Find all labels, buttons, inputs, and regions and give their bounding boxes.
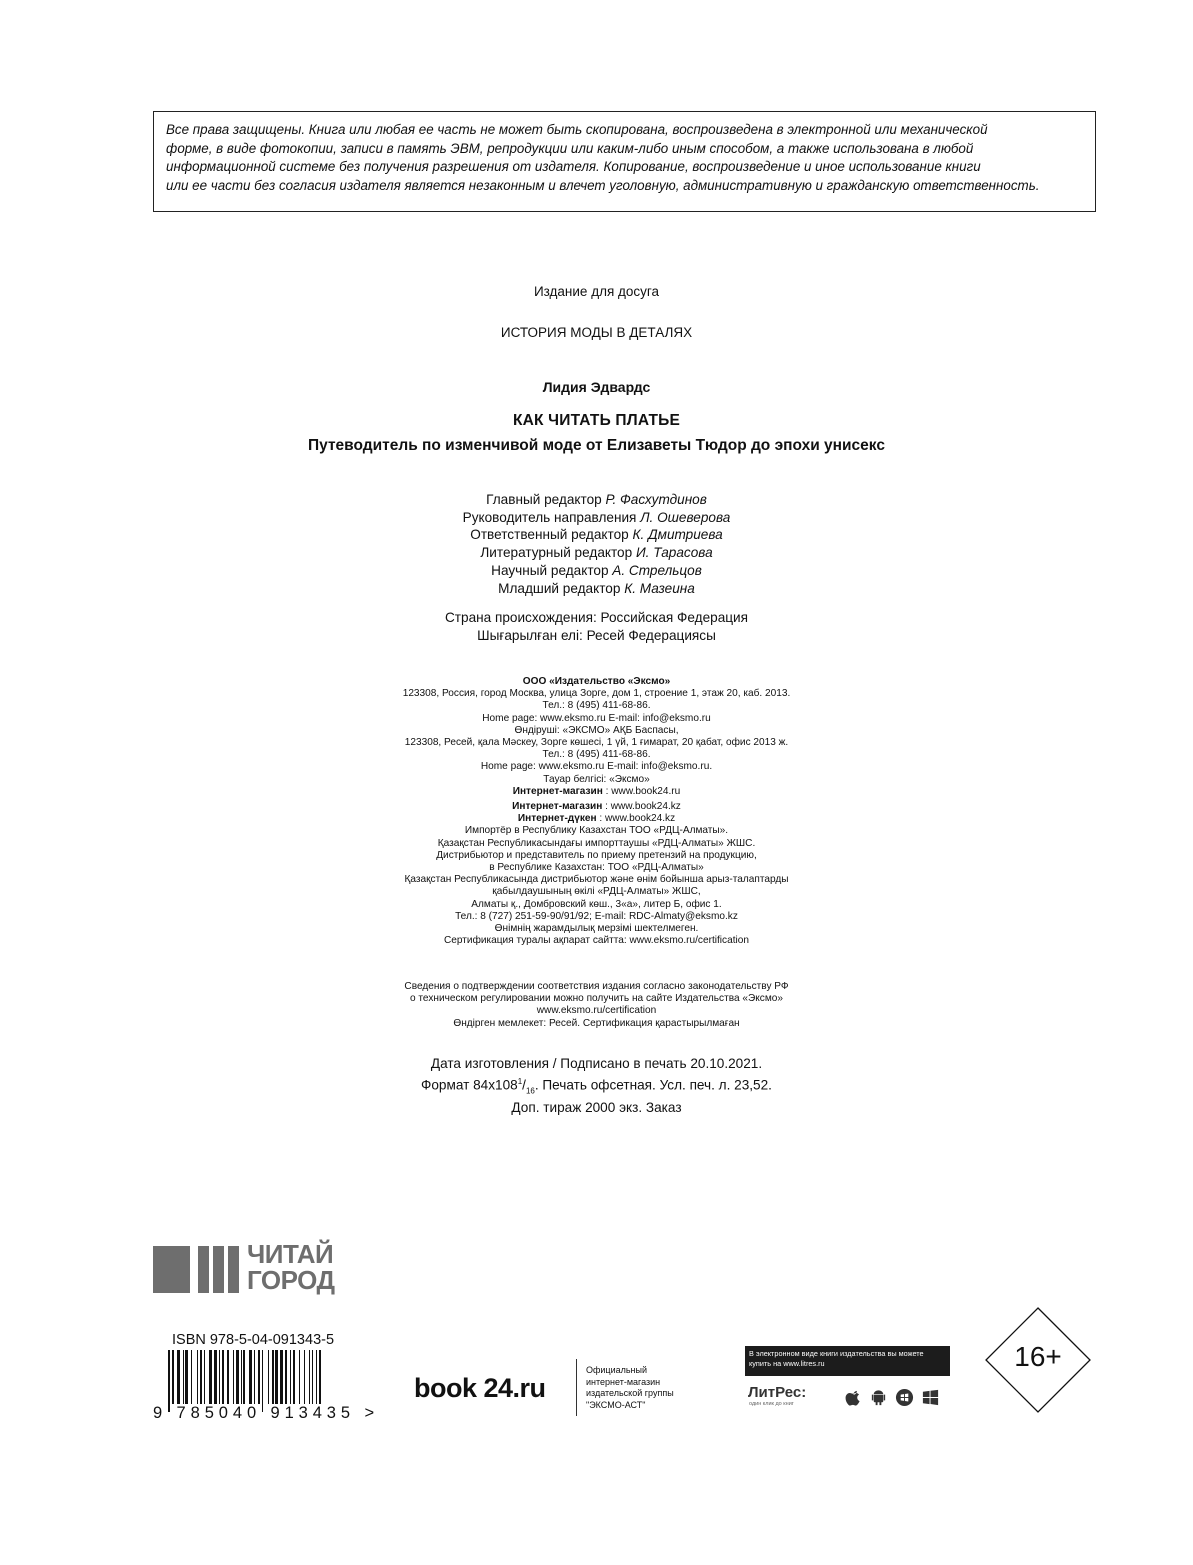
print-date: Дата изготовления / Подписано в печать 20.10.2021. — [430, 1056, 763, 1071]
windows-icon — [921, 1388, 940, 1407]
text-line: Импортёр в Республику Казахстан ТОО «РДЦ-Алматы». — [464, 825, 729, 837]
isbn-label: ISBN 978-5-04-091343-5 — [172, 1332, 335, 1348]
editors-list — [0, 491, 1193, 597]
shop-ru: Интернет-магазин : www.book24.ru — [512, 785, 681, 797]
publisher-info — [0, 676, 1193, 947]
chitai-line: ЧИТАЙ — [247, 1239, 334, 1269]
text-line: www.eksmo.ru/certification — [536, 1005, 657, 1017]
text-line: Алматы қ., Домбровский көш., 3«а», литер Б, офис 1. — [471, 898, 722, 910]
text-line: Дистрибьютор и представитель по приему претензий на продукцию, — [436, 849, 757, 861]
book24-note: Официальный интернет-магазин издательской группы "ЭКСМО-АСТ" — [586, 1365, 674, 1410]
origin-ru: Страна происхождения: Российская Федерация — [444, 610, 749, 625]
book-subtitle: Путеводитель по изменчивой моде от Елизаветы Тюдор до эпохи унисекс — [308, 437, 885, 454]
copyright-line: форме, в виде фотокопии, записи в память ЭВМ, репродукции или каким-либо иным способом, а также использована в любой — [166, 140, 974, 156]
apple-icon — [844, 1388, 863, 1407]
certification-info — [0, 981, 1193, 1030]
copyright-line: или ее части без согласия издателя является незаконным и влечет уголовную, административную и гражданскую ответственность. — [166, 177, 1040, 193]
shop-kz-dukken: Интернет-дүкен : www.book24.kz — [517, 813, 676, 825]
country-of-origin — [0, 609, 1193, 645]
text-line: Өнімнің жарамдылық мерзімі шектелмеген. — [494, 923, 699, 935]
text-line: Тауар белгісі: «Эксмо» — [543, 773, 650, 785]
copyright-line: информационной системе без получения разрешения от издателя. Копирование, воспроизведение и иное использование книги — [166, 159, 981, 175]
text-line: қабылдаушының өкілі «РДЦ-Алматы» ЖШС, — [492, 886, 701, 898]
litres-banner — [745, 1346, 950, 1412]
age-rating: 16+ — [1014, 1341, 1062, 1372]
print-run: Доп. тираж 2000 экз. Заказ — [511, 1100, 682, 1116]
book-title: КАК ЧИТАТЬ ПЛАТЬЕ — [512, 412, 681, 429]
text-line: Тел.: 8 (495) 411-68-86. — [542, 749, 651, 761]
windows-phone-icon — [895, 1388, 914, 1407]
editor-line: Научный редактор А. Стрельцов — [491, 562, 702, 578]
importer-lines — [0, 825, 1193, 947]
text-line: Қазақстан Республикасындағы импорттаушы «РДЦ-Алматы» ЖШС. — [437, 837, 756, 849]
author-name: Лидия Эдвардс — [542, 379, 651, 395]
isbn-barcode — [168, 1350, 368, 1412]
text-line: Home page: www.eksmo.ru E-mail: info@eksmo.ru. — [480, 761, 713, 773]
copyright-line: Все права защищены. Книга или любая ее часть не может быть скопирована, воспроизведена в электронной или механической — [166, 122, 988, 137]
edition-type: Издание для досуга — [533, 284, 660, 299]
text-line: Home page: www.eksmo.ru E-mail: info@eksmo.ru — [482, 712, 711, 724]
series-title: ИСТОРИЯ МОДЫ В ДЕТАЛЯХ — [500, 325, 693, 340]
editor-line: Руководитель направления Л. Ошеверова — [462, 509, 731, 525]
text-line: Өндірген мемлекет: Ресей. Сертификация қарастырылмаған — [453, 1017, 740, 1029]
litres-logo: ЛитРес: — [748, 1384, 807, 1401]
origin-kz: Шығарылған елі: Ресей Федерациясы — [477, 628, 716, 643]
publisher-lines — [0, 688, 1193, 786]
copyright-notice — [153, 111, 1096, 212]
chitai-gorod-logo — [153, 1241, 363, 1299]
text-line: Тел.: 8 (495) 411-68-86. — [542, 700, 651, 712]
book24-divider — [576, 1359, 577, 1416]
text-line: о техническом регулировании можно получить на сайте Издательства «Эксмо» — [410, 993, 783, 1005]
litres-tagline: один клик до книг — [749, 1401, 794, 1407]
printing-info — [0, 1055, 1193, 1117]
editor-line: Младший редактор К. Мазеина — [498, 580, 695, 596]
text-line: Қазақстан Республикасында дистрибьютор және өнім бойынша арыз-талаптарды — [404, 874, 789, 886]
print-format: Формат $84x108^1/_{16}$. Печать офсетная. Усл. печ. л. 23,52. — [421, 1076, 772, 1095]
text-line: Тел.: 8 (727) 251-59-90/91/92; E-mail: RDC-Almaty@eksmo.kz — [455, 910, 738, 922]
text-line: 123308, Россия, город Москва, улица Зорге, дом 1, строение 1, этаж 20, каб. 2013. — [402, 688, 791, 700]
text-line: Сведения о подтверждении соответствия издания согласно законодательству РФ — [404, 981, 789, 992]
litres-band: В электронном виде книги издательства вы можете купить на www.litres.ru — [745, 1346, 950, 1376]
gorod-line: ГОРОД — [247, 1265, 335, 1295]
text-line: Өндіруші: «ЭКСМО» АҚБ Баспасы, — [514, 724, 679, 736]
editor-line: Литературный редактор И. Тарасова — [480, 545, 713, 561]
text-line: в Республике Казахстан: ТОО «РДЦ-Алматы» — [489, 862, 704, 874]
android-icon — [869, 1388, 888, 1407]
editor-line: Ответственный редактор К. Дмитриева — [470, 527, 723, 543]
text-line: 123308, Ресей, қала Мәскеу, Зорге көшесі, 1 үй, 1 ғимарат, 20 қабат, офис 2013 ж. — [404, 737, 789, 749]
editor-line: Главный редактор Р. Фасхутдинов — [486, 492, 707, 507]
book24-logo: book 24.ru — [414, 1373, 546, 1403]
shop-kz: Интернет-магазин : www.book24.kz — [512, 801, 681, 813]
barcode-digits: 9 785040 913435 > — [153, 1404, 379, 1422]
publisher-name: ООО «Издательство «Эксмо» — [522, 676, 671, 687]
text-line: Сертификация туралы ақпарат сайтта: www.eksmo.ru/certification — [444, 935, 749, 947]
